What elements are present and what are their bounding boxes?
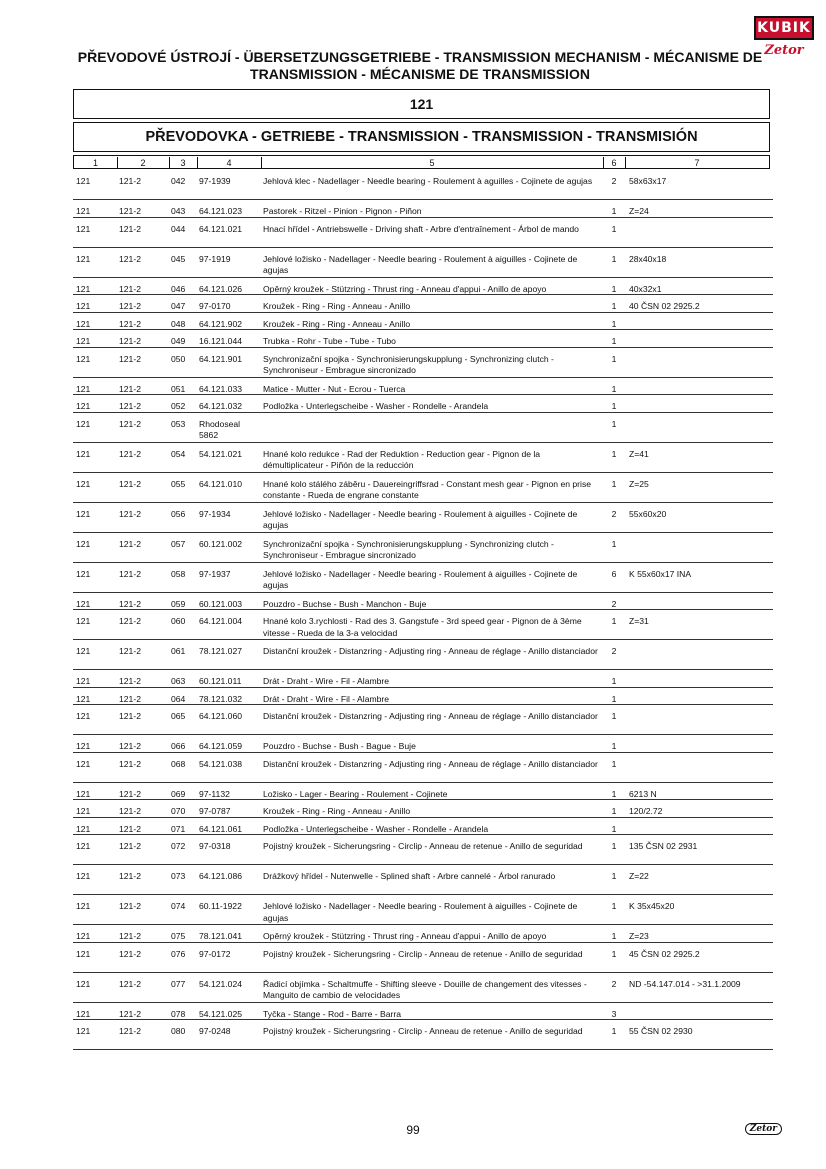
cell-c5: Jehlové ložisko - Nadellager - Needle bearing - Roulement à aiguilles - Cojinete de agujas xyxy=(263,568,578,590)
cell-c6: 1 xyxy=(611,418,617,429)
cell-c4: 64.121.026 xyxy=(199,283,243,294)
cell-c2: 121-2 xyxy=(119,353,141,364)
table-row xyxy=(73,928,773,943)
cell-c1: 121 xyxy=(76,806,91,816)
cell-c4: 78.121.041 xyxy=(199,931,243,941)
table-row xyxy=(73,506,773,533)
cell-c3: 042 xyxy=(171,176,186,186)
cell-c1: 121 xyxy=(76,823,91,834)
cell-c3: 046 xyxy=(171,283,186,294)
cell-c3: 051 xyxy=(171,383,186,394)
cell-c6: 1 xyxy=(611,823,617,834)
cell-c5: Pastorek - Ritzel - Pinion - Pignon - Piñon xyxy=(263,206,422,216)
cell-c5: Pojistný kroužek - Sicherungsring - Circlip - Anneau de retenue - Anillo de seguridad xyxy=(263,948,583,959)
cell-c4: 16.121.044 xyxy=(199,336,243,346)
table-row xyxy=(73,221,773,248)
zetor-footer-logo: Zetor xyxy=(745,1123,782,1135)
cell-c4: 97-1934 xyxy=(199,508,231,519)
cell-c1: 121 xyxy=(76,568,91,579)
cell-c6: 1 xyxy=(611,353,617,364)
column-header-4: 4 xyxy=(197,157,262,169)
cell-c4: 97-1939 xyxy=(199,176,231,186)
cell-c2: 121-2 xyxy=(119,448,141,459)
table-row xyxy=(73,838,773,865)
cell-c6: 1 xyxy=(611,676,617,686)
cell-c3: 076 xyxy=(171,948,186,959)
table-row xyxy=(73,946,773,973)
cell-c4: 60.121.011 xyxy=(199,676,242,686)
cell-c2: 121-2 xyxy=(119,253,141,264)
cell-c4: 64.121.023 xyxy=(199,206,243,216)
cell-c5: Kroužek - Ring - Ring - Anneau - Anillo xyxy=(263,806,411,816)
table-row xyxy=(73,536,773,563)
table-row xyxy=(73,476,773,503)
cell-c1: 121 xyxy=(76,353,91,364)
cell-c6: 1 xyxy=(611,711,617,721)
cell-c3: 065 xyxy=(171,711,186,721)
cell-c1: 121 xyxy=(76,978,91,989)
cell-c2: 121-2 xyxy=(119,978,141,989)
cell-c5: Drážkový hřídel - Nutenwelle - Splined shaft - Arbre cannelé - Árbol ranurado xyxy=(263,871,556,881)
cell-c6: 1 xyxy=(611,841,617,851)
cell-c5: Jehlové ložisko - Nadellager - Needle bearing - Roulement à aiguilles - Cojinete de agujas xyxy=(263,508,578,530)
cell-c3: 048 xyxy=(171,318,186,329)
header-line-1: PŘEVODOVÉ ÚSTROJÍ - ÜBERSETZUNGSGETRIEBE - TRANSMISSION MECHANISM - MÉCANISME DE xyxy=(77,49,763,65)
cell-c2: 121-2 xyxy=(119,1026,141,1036)
table-row xyxy=(73,1023,773,1050)
cell-c5: Jehlová klec - Nadellager - Needle bearing - Roulement à aguilles - Cojinete de agujas xyxy=(263,176,593,186)
cell-c6: 3 xyxy=(611,1008,617,1019)
cell-c7: K 55x60x17 INA xyxy=(629,568,692,579)
table-row xyxy=(73,333,773,348)
cell-c5: Drát - Draht - Wire - Fil - Alambre xyxy=(263,676,390,686)
cell-c5: Hnané kolo stálého záběru - Dauereingriffsrad - Constant mesh gear - Pignon en prise constante - Rueda de engrane constante xyxy=(263,478,592,500)
cell-c3: 050 xyxy=(171,353,186,364)
cell-c3: 068 xyxy=(171,758,186,769)
cell-c1: 121 xyxy=(76,901,91,911)
cell-c4: 97-0248 xyxy=(199,1026,231,1036)
cell-c1: 121 xyxy=(76,336,91,346)
cell-c1: 121 xyxy=(76,283,91,294)
table-row xyxy=(73,868,773,895)
cell-c4: 64.121.004 xyxy=(199,616,243,626)
column-header-1: 1 xyxy=(74,157,118,169)
cell-c3: 072 xyxy=(171,841,186,851)
cell-c6: 1 xyxy=(611,283,617,294)
cell-c6: 1 xyxy=(611,871,617,881)
cell-c1: 121 xyxy=(76,223,91,234)
cell-c3: 047 xyxy=(171,301,186,311)
kubik-logo: KUBIK xyxy=(754,16,814,40)
cell-c1: 121 xyxy=(76,758,91,769)
cell-c5: Distanční kroužek - Distanzring - Adjusting ring - Anneau de réglage - Anillo distanciador xyxy=(263,646,598,656)
cell-c1: 121 xyxy=(76,871,91,881)
column-header-3: 3 xyxy=(169,157,198,169)
cell-c5: Jehlové ložisko - Nadellager - Needle bearing - Roulement à aiguilles - Cojinete de agujas xyxy=(263,253,578,275)
cell-c3: 080 xyxy=(171,1026,186,1036)
cell-c5: Pouzdro - Buchse - Bush - Bague - Buje xyxy=(263,741,416,751)
column-header-5: 5 xyxy=(261,157,604,169)
cell-c6: 2 xyxy=(611,978,617,989)
cell-c4: 64.121.060 xyxy=(199,711,243,721)
cell-c4: Rhodoseal 5862 xyxy=(199,418,241,440)
cell-c3: 044 xyxy=(171,223,186,234)
cell-c7: 28x40x18 xyxy=(629,253,667,264)
cell-c4: 97-1919 xyxy=(199,253,231,264)
table-row xyxy=(73,251,773,278)
cell-c5: Podložka - Unterlegscheibe - Washer - Rondelle - Arandela xyxy=(263,401,489,411)
cell-c2: 121-2 xyxy=(119,711,141,721)
cell-c3: 054 xyxy=(171,448,186,459)
cell-c2: 121-2 xyxy=(119,676,141,686)
cell-c4: 64.121.021 xyxy=(199,223,243,234)
column-header-7: 7 xyxy=(694,158,700,168)
cell-c4: 54.121.024 xyxy=(199,978,243,989)
cell-c4: 54.121.025 xyxy=(199,1008,243,1019)
cell-c4: 97-0172 xyxy=(199,948,231,959)
cell-c6: 2 xyxy=(611,176,617,186)
cell-c1: 121 xyxy=(76,741,91,751)
cell-c6: 2 xyxy=(611,508,617,519)
cell-c7: 135 ČSN 02 2931 xyxy=(629,841,698,851)
cell-c2: 121-2 xyxy=(119,806,141,816)
cell-c7: Z=22 xyxy=(629,871,649,881)
cell-c6: 1 xyxy=(611,741,617,751)
cell-c7: 40x32x1 xyxy=(629,283,662,294)
column-header-6: 6 xyxy=(603,157,626,169)
cell-c6: 1 xyxy=(611,901,617,911)
cell-c2: 121-2 xyxy=(119,383,141,394)
cell-c6: 1 xyxy=(611,253,617,264)
table-row xyxy=(73,173,773,200)
cell-c6: 1 xyxy=(611,401,617,411)
cell-c7: Z=23 xyxy=(629,931,649,941)
cell-c4: 60.121.003 xyxy=(199,598,243,609)
cell-c7: 55 ČSN 02 2930 xyxy=(629,1026,693,1036)
table-row xyxy=(73,643,773,670)
cell-c3: 053 xyxy=(171,418,186,429)
cell-c1: 121 xyxy=(76,693,91,704)
table-row xyxy=(73,756,773,783)
table-row xyxy=(73,203,773,218)
cell-c5: Distanční kroužek - Distanzring - Adjusting ring - Anneau de réglage - Anillo distanciador xyxy=(263,758,598,769)
table-row xyxy=(73,786,773,801)
cell-c1: 121 xyxy=(76,948,91,959)
cell-c3: 077 xyxy=(171,978,186,989)
cell-c2: 121-2 xyxy=(119,948,141,959)
cell-c1: 121 xyxy=(76,401,91,411)
cell-c5: Opěrný kroužek - Stützring - Thrust ring - Anneau d'appui - Anillo de apoyo xyxy=(263,931,547,941)
cell-c1: 121 xyxy=(76,508,91,519)
cell-c1: 121 xyxy=(76,318,91,329)
cell-c5: Ložisko - Lager - Bearing - Roulement - Cojinete xyxy=(263,788,448,799)
cell-c2: 121-2 xyxy=(119,931,141,941)
cell-c4: 97-0787 xyxy=(199,806,231,816)
cell-c3: 045 xyxy=(171,253,186,264)
cell-c6: 1 xyxy=(611,538,617,549)
cell-c2: 121-2 xyxy=(119,223,141,234)
cell-c4: 64.121.902 xyxy=(199,318,243,329)
cell-c3: 063 xyxy=(171,676,186,686)
table-row xyxy=(73,738,773,753)
zetor-logo: Zetor xyxy=(764,43,804,58)
cell-c4: 54.121.038 xyxy=(199,758,243,769)
cell-c7: Z=41 xyxy=(629,448,649,459)
cell-c6: 1 xyxy=(611,788,617,799)
cell-c3: 069 xyxy=(171,788,186,799)
cell-c6: 1 xyxy=(611,448,617,459)
cell-c2: 121-2 xyxy=(119,508,141,519)
cell-c7: 40 ČSN 02 2925.2 xyxy=(629,301,700,311)
cell-c5: Synchronizační spojka - Synchronisierungskupplung - Synchronizing clutch - Synchroniseur - Embrague sincronizado xyxy=(263,353,554,375)
cell-c5: Hnací hřídel - Antriebswelle - Driving shaft - Arbre d'entraînement - Árbol de mando xyxy=(263,223,579,234)
cell-c6: 1 xyxy=(611,383,617,394)
table-row xyxy=(73,566,773,593)
cell-c2: 121-2 xyxy=(119,823,141,834)
table-row xyxy=(73,613,773,640)
cell-c3: 071 xyxy=(171,823,186,834)
cell-c2: 121-2 xyxy=(119,401,141,411)
column-header-2: 2 xyxy=(117,157,170,169)
cell-c1: 121 xyxy=(76,616,91,626)
cell-c5: Synchronizační spojka - Synchronisierungskupplung - Synchronizing clutch - Synchroniseur - Embrague sincronizado xyxy=(263,538,554,560)
cell-c4: 64.121.059 xyxy=(199,741,243,751)
cell-c6: 6 xyxy=(611,568,617,579)
cell-c4: 54.121.021 xyxy=(199,448,243,459)
page-number: 99 xyxy=(406,1123,420,1137)
cell-c3: 057 xyxy=(171,538,186,549)
cell-c2: 121-2 xyxy=(119,788,141,799)
cell-c1: 121 xyxy=(76,788,91,799)
cell-c5: Podložka - Unterlegscheibe - Washer - Rondelle - Arandela xyxy=(263,823,489,834)
cell-c5: Kroužek - Ring - Ring - Anneau - Anillo xyxy=(263,301,411,311)
cell-c6: 1 xyxy=(611,318,617,329)
cell-c5: Pojistný kroužek - Sicherungsring - Circlip - Anneau de retenue - Anillo de seguridad xyxy=(263,841,583,851)
cell-c1: 121 xyxy=(76,841,91,851)
cell-c7: Z=25 xyxy=(629,478,649,489)
table-row xyxy=(73,596,773,611)
cell-c5: Hnané kolo 3.rychlosti - Rad des 3. Gangstufe - 3rd speed gear - Pignon de à 3ème vitesse - Rueda de la 3-a velocidad xyxy=(263,616,582,638)
cell-c2: 121-2 xyxy=(119,206,141,216)
cell-c7: 45 ČSN 02 2925.2 xyxy=(629,948,700,959)
cell-c3: 064 xyxy=(171,693,186,704)
table-row xyxy=(73,416,773,443)
table-row xyxy=(73,298,773,313)
cell-c4: 64.121.086 xyxy=(199,871,243,881)
cell-c4: 60.121.002 xyxy=(199,538,243,549)
cell-c5: Matice - Mutter - Nut - Ecrou - Tuerca xyxy=(263,383,406,394)
column-header xyxy=(73,155,770,169)
cell-c6: 1 xyxy=(611,931,617,941)
cell-c4: 97-1937 xyxy=(199,568,231,579)
table-row xyxy=(73,691,773,706)
cell-c4: 64.121.061 xyxy=(199,823,243,834)
cell-c3: 061 xyxy=(171,646,186,656)
cell-c3: 078 xyxy=(171,1008,186,1019)
cell-c7: Z=31 xyxy=(629,616,649,626)
table-row xyxy=(73,446,773,473)
cell-c2: 121-2 xyxy=(119,176,141,186)
cell-c2: 121-2 xyxy=(119,901,141,911)
cell-c2: 121-2 xyxy=(119,1008,141,1019)
cell-c4: 64.121.010 xyxy=(199,478,243,489)
cell-c6: 1 xyxy=(611,948,617,959)
cell-c6: 1 xyxy=(611,1026,617,1036)
cell-c5: Opěrný kroužek - Stützring - Thrust ring - Anneau d'appui - Anillo de apoyo xyxy=(263,283,547,294)
cell-c3: 066 xyxy=(171,741,186,751)
cell-c6: 1 xyxy=(611,693,617,704)
cell-c2: 121-2 xyxy=(119,283,141,294)
table-row xyxy=(73,821,773,836)
cell-c5: Řadicí objímka - Schaltmuffe - Shifting sleeve - Douille de changement des vitesses - Manguito de cambio de velocidades xyxy=(263,978,587,1000)
cell-c3: 059 xyxy=(171,598,186,609)
cell-c6: 2 xyxy=(611,646,617,656)
cell-c2: 121-2 xyxy=(119,568,141,579)
cell-c2: 121-2 xyxy=(119,538,141,549)
cell-c2: 121-2 xyxy=(119,758,141,769)
table-row xyxy=(73,316,773,331)
cell-c2: 121-2 xyxy=(119,301,141,311)
cell-c4: 64.121.032 xyxy=(199,401,243,411)
table-row xyxy=(73,673,773,688)
cell-c1: 121 xyxy=(76,478,91,489)
cell-c4: 78.121.027 xyxy=(199,646,243,656)
cell-c1: 121 xyxy=(76,598,91,609)
cell-c6: 1 xyxy=(611,206,617,216)
cell-c3: 055 xyxy=(171,478,186,489)
cell-c7: Z=24 xyxy=(629,206,649,216)
cell-c4: 60.11-1922 xyxy=(199,901,242,911)
cell-c7: 55x60x20 xyxy=(629,508,667,519)
cell-c5: Kroužek - Ring - Ring - Anneau - Anillo xyxy=(263,318,411,329)
table-row xyxy=(73,803,773,818)
cell-c1: 121 xyxy=(76,538,91,549)
cell-c2: 121-2 xyxy=(119,741,141,751)
cell-c1: 121 xyxy=(76,646,91,656)
cell-c3: 073 xyxy=(171,871,186,881)
cell-c7: ND -54.147.014 - >31.1.2009 xyxy=(629,978,741,989)
cell-c7: 58x63x17 xyxy=(629,176,667,186)
table-row xyxy=(73,381,773,396)
cell-c2: 121-2 xyxy=(119,841,141,851)
cell-c7: 6213 N xyxy=(629,788,657,799)
table-row xyxy=(73,398,773,413)
cell-c2: 121-2 xyxy=(119,418,141,429)
cell-c4: 97-0318 xyxy=(199,841,231,851)
cell-c2: 121-2 xyxy=(119,616,141,626)
cell-c6: 1 xyxy=(611,223,617,234)
cell-c1: 121 xyxy=(76,301,91,311)
cell-c1: 121 xyxy=(76,1026,91,1036)
group-title: PŘEVODOVKA - GETRIEBE - TRANSMISSION - TRANSMISSION - TRANSMISIÓN xyxy=(73,122,770,152)
cell-c5: Pouzdro - Buchse - Bush - Manchon - Buje xyxy=(263,598,427,609)
parts-table xyxy=(73,173,773,1053)
cell-c3: 075 xyxy=(171,931,186,941)
cell-c2: 121-2 xyxy=(119,871,141,881)
cell-c3: 049 xyxy=(171,336,186,346)
cell-c5: Hnané kolo redukce - Rad der Reduktion - Reduction gear - Pignon de la démultiplicateur - Piñón de la reducción xyxy=(263,448,541,470)
cell-c1: 121 xyxy=(76,176,91,186)
cell-c3: 074 xyxy=(171,901,186,911)
header-line-2: TRANSMISSION - MÉCANISME DE TRANSMISSION xyxy=(250,66,590,82)
cell-c4: 97-1132 xyxy=(199,788,230,799)
cell-c6: 1 xyxy=(611,301,617,311)
table-row xyxy=(73,708,773,735)
cell-c1: 121 xyxy=(76,206,91,216)
cell-c5: Pojistný kroužek - Sicherungsring - Circlip - Anneau de retenue - Anillo de seguridad xyxy=(263,1026,583,1036)
cell-c1: 121 xyxy=(76,1008,91,1019)
cell-c3: 060 xyxy=(171,616,186,626)
cell-c1: 121 xyxy=(76,676,91,686)
cell-c4: 78.121.032 xyxy=(199,693,243,704)
cell-c1: 121 xyxy=(76,931,91,941)
cell-c5: Distanční kroužek - Distanzring - Adjusting ring - Anneau de réglage - Anillo distanciador xyxy=(263,711,598,721)
page-header xyxy=(75,49,765,83)
cell-c1: 121 xyxy=(76,711,91,721)
cell-c3: 052 xyxy=(171,401,186,411)
cell-c7: 120/2.72 xyxy=(629,806,663,816)
cell-c6: 2 xyxy=(611,598,617,609)
cell-c1: 121 xyxy=(76,448,91,459)
cell-c5: Jehlové ložisko - Nadellager - Needle bearing - Roulement à aiguilles - Cojinete de agujas xyxy=(263,901,578,923)
cell-c2: 121-2 xyxy=(119,336,141,346)
cell-c1: 121 xyxy=(76,253,91,264)
cell-c5: Tyčka - Stange - Rod - Barre - Barra xyxy=(263,1008,402,1019)
table-row xyxy=(73,976,773,1003)
cell-c7: K 35x45x20 xyxy=(629,901,675,911)
cell-c5: Trubka - Rohr - Tube - Tube - Tubo xyxy=(263,336,396,346)
cell-c3: 043 xyxy=(171,206,186,216)
cell-c6: 1 xyxy=(611,806,617,816)
table-row xyxy=(73,281,773,296)
cell-c4: 64.121.901 xyxy=(199,353,243,364)
cell-c4: 64.121.033 xyxy=(199,383,243,394)
cell-c3: 070 xyxy=(171,806,186,816)
cell-c4: 97-0170 xyxy=(199,301,231,311)
table-row xyxy=(73,898,773,925)
cell-c3: 058 xyxy=(171,568,186,579)
cell-c2: 121-2 xyxy=(119,693,141,704)
cell-c6: 1 xyxy=(611,616,617,626)
cell-c6: 1 xyxy=(611,336,617,346)
cell-c5: Drát - Draht - Wire - Fil - Alambre xyxy=(263,693,390,704)
cell-c1: 121 xyxy=(76,418,91,429)
cell-c6: 1 xyxy=(611,478,617,489)
cell-c1: 121 xyxy=(76,383,91,394)
group-number: 121 xyxy=(73,89,770,119)
cell-c2: 121-2 xyxy=(119,318,141,329)
table-row xyxy=(73,1006,773,1021)
cell-c2: 121-2 xyxy=(119,598,141,609)
cell-c2: 121-2 xyxy=(119,646,141,656)
table-row xyxy=(73,351,773,378)
cell-c6: 1 xyxy=(611,758,617,769)
cell-c2: 121-2 xyxy=(119,478,141,489)
cell-c3: 056 xyxy=(171,508,186,519)
